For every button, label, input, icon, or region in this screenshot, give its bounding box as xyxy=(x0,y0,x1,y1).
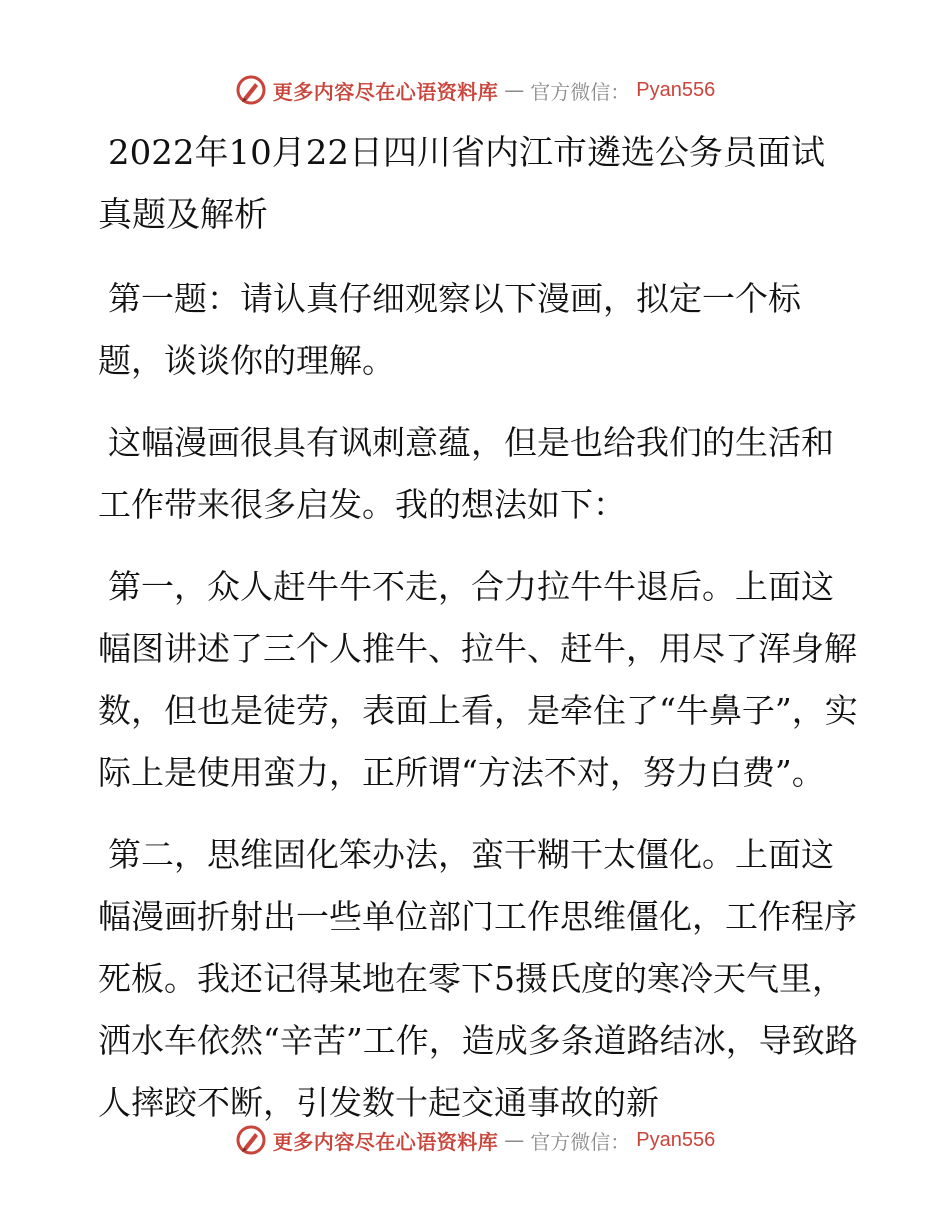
document-title: 2022年10月22日四川省内江市遴选公务员面试真题及解析 xyxy=(98,133,826,235)
footer-official-label: 官方微信： xyxy=(530,1129,631,1154)
header-banner xyxy=(0,70,950,110)
point-two-paragraph: 第二，思维固化笨办法，蛮干糊干太僵化。上面这幅漫画折射出一些单位部门工作思维僵化，工作程序死板。我还记得某地在零下5摄氏度的寒冷天气里，洒水车依然“辛苦”工作，造成多条道路结冰，导致路人摔跤不断，引发数十起交通事故的新 xyxy=(98,835,858,1122)
header-separator: — xyxy=(504,78,525,102)
point-one-paragraph: 第一，众人赶牛牛不走，合力拉牛牛退后。上面这幅图讲述了三个人推牛、拉牛、赶牛，用尽了浑身解数，但也是徒劳，表面上看，是牵住了“牛鼻子”，实际上是使用蛮力，正所谓“方法不对，努力白费”。 xyxy=(98,567,858,792)
pen-nib-logo-icon xyxy=(235,1124,267,1156)
footer-banner xyxy=(0,1120,950,1160)
header-account-id: Pyan556 xyxy=(636,78,716,101)
header-official-label: 官方微信： xyxy=(530,79,631,104)
footer-account-id: Pyan556 xyxy=(636,1128,716,1151)
question-paragraph: 第一题：请认真仔细观察以下漫画，拟定一个标题，谈谈你的理解。 xyxy=(98,279,801,380)
document-body xyxy=(98,122,858,1154)
pen-nib-logo-icon xyxy=(235,74,267,106)
footer-promo-text: 更多内容尽在心语资料库 xyxy=(272,1129,499,1154)
intro-paragraph: 这幅漫画很具有讽刺意蕴，但是也给我们的生活和工作带来很多启发。我的想法如下： xyxy=(98,423,834,524)
header-promo-text: 更多内容尽在心语资料库 xyxy=(272,79,499,104)
footer-separator: — xyxy=(504,1128,525,1152)
